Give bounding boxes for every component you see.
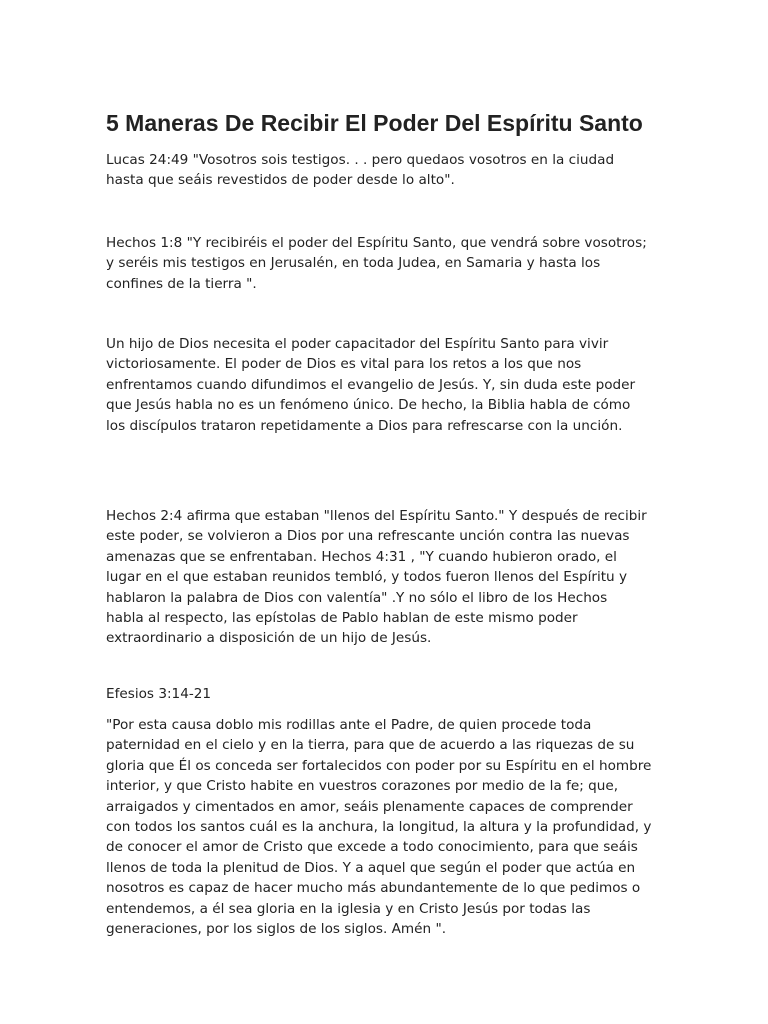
paragraph-efesios-quote: "Por esta causa doblo mis rodillas ante el Padre, de quien procede toda paternidad en el cielo y en la tierra, para que de acuerdo a las riquezas de su gloria que Él os conceda ser fortalecidos con poder por su Espíritu en el hombre interior, y que Cristo habite en vuestros corazones por medio de la fe; que, arraigados y cimentados en amor, seáis plenamente capaces de comprender con todos los santos cuál es la anchura, la longitud, la altura y la profundidad, y de conocer el amor de Cristo que excede a todo conocimiento, para que seáis llenos de toda la plenitud de Dios. Y a aquel que según el poder que actúa en nosotros es capaz de hacer mucho más abundantemente de lo que pedimos o entendemos, a él sea gloria en la iglesia y en Cristo Jesús por todas las generaciones, por los siglos de los siglos. Amén ". [106,717,652,938]
document-title: 5 Maneras De Recibir El Poder Del Espíritu Santo [106,110,643,136]
paragraph-lucas-24-49: Lucas 24:49 "Vosotros sois testigos. . . pero quedaos vosotros en la ciudad hasta que seáis revestidos de poder desde lo alto". [106,152,615,189]
paragraph-hechos-1-8: Hechos 1:8 "Y recibiréis el poder del Espíritu Santo, que vendrá sobre vosotros; y seréis mis testigos en Jerusalén, en toda Judea, en Samaria y hasta los confines de la tierra ". [106,235,647,292]
paragraph-efesios-reference: Efesios 3:14-21 [106,686,212,702]
paragraph-hijo-de-dios: Un hijo de Dios necesita el poder capacitador del Espíritu Santo para vivir victoriosamente. El poder de Dios es vital para los retos a los que nos enfrentamos cuando difundimos el evangelio de Jesús. Y, sin duda este poder que Jesús habla no es un fenómeno único. De hecho, la Biblia habla de cómo los discípulos trataron repetidamente a Dios para refrescarse con la unción. [106,336,636,434]
paragraph-hechos-2-4: Hechos 2:4 afirma que estaban "llenos del Espíritu Santo." Y después de recibir este poder, se volvieron a Dios por una refrescante unción contra las nuevas amenazas que se enfrentaban. Hechos 4:31 , "Y cuando hubieron orado, el lugar en el que estaban reunidos tembló, y todos fueron llenos del Espíritu y hablaron la palabra de Dios con valentía" .Y no sólo el libro de los Hechos habla al respecto, las epístolas de Pablo hablan de este mismo poder extraordinario a disposición de un hijo de Jesús. [106,508,647,647]
